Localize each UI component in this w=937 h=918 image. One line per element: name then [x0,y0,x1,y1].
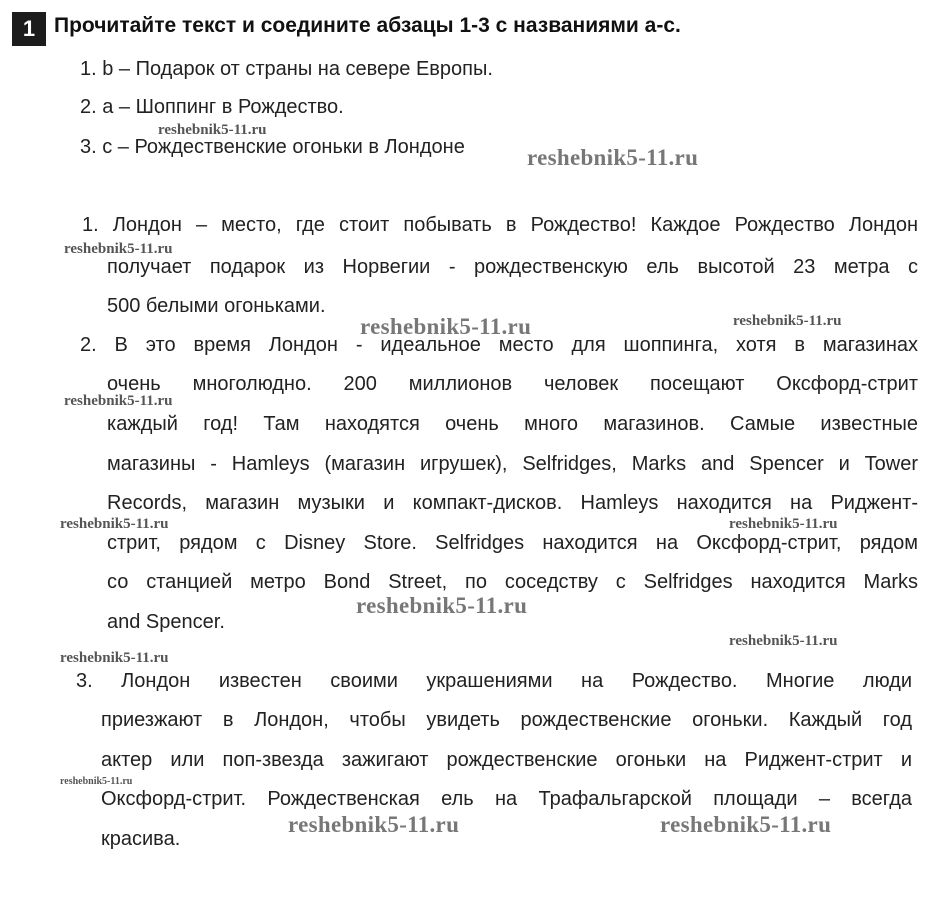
paragraph-3-line-1: 3. Лондон известен своими украшениями на Рождество. Многие люди [76,670,912,692]
watermark: reshebnik5-11.ru [158,122,267,138]
watermark: reshebnik5-11.ru [733,313,842,329]
answer-1: 1. b – Подарок от страны на севере Европы. [80,58,493,80]
paragraph-2-line-7: со станцией метро Bond Street, по соседству с Selfridges находится Marks [107,571,918,593]
paragraph-2-line-6: стрит, рядом с Disney Store. Selfridges находится на Оксфорд-стрит, рядом [107,532,918,554]
paragraph-3-line-5: красива. [101,828,181,850]
paragraph-2-line-3: каждый год! Там находятся очень много магазинов. Самые известные [107,413,918,435]
watermark: reshebnik5-11.ru [60,776,133,787]
task-number-badge: 1 [12,12,46,46]
paragraph-1-line-2: получает подарок из Норвегии - рождественскую ель высотой 23 метра с [107,256,918,278]
watermark: reshebnik5-11.ru [660,812,832,837]
answer-3: 3. c – Рождественские огоньки в Лондоне [80,136,465,158]
watermark: reshebnik5-11.ru [527,145,699,170]
answer-2: 2. a – Шоппинг в Рождество. [80,96,344,118]
watermark: reshebnik5-11.ru [60,650,169,666]
paragraph-3-line-2: приезжают в Лондон, чтобы увидеть рождественские огоньки. Каждый год [101,709,912,731]
paragraph-2-line-8: and Spencer. [107,611,225,633]
watermark: reshebnik5-11.ru [288,812,460,837]
watermark: reshebnik5-11.ru [60,516,169,532]
paragraph-3-line-3: актер или поп-звезда зажигают рождественские огоньки на Риджент-стрит и [101,749,912,771]
paragraph-1-line-1: 1. Лондон – место, где стоит побывать в Рождество! Каждое Рождество Лондон [82,214,918,236]
paragraph-2-line-1: 2. В это время Лондон - идеальное место для шоппинга, хотя в магазинах [80,334,918,356]
watermark: reshebnik5-11.ru [64,241,173,257]
paragraph-2-line-2: очень многолюдно. 200 миллионов человек посещают Оксфорд-стрит [107,373,918,395]
paragraph-1-line-3: 500 белыми огоньками. [107,295,326,317]
watermark: reshebnik5-11.ru [729,633,838,649]
paragraph-2-line-4: магазины - Hamleys (магазин игрушек), Selfridges, Marks and Spencer и Tower [107,453,918,475]
paragraph-3-line-4: Оксфорд-стрит. Рождественская ель на Трафальгарской площади – всегда [101,788,912,810]
watermark: reshebnik5-11.ru [360,314,532,339]
task-title: Прочитайте текст и соедините абзацы 1-3 с названиями a-c. [54,14,681,37]
watermark: reshebnik5-11.ru [729,516,838,532]
watermark: reshebnik5-11.ru [356,593,528,618]
paragraph-2-line-5: Records, магазин музыки и компакт-дисков. Hamleys находится на Риджент- [107,492,918,514]
watermark: reshebnik5-11.ru [64,393,173,409]
